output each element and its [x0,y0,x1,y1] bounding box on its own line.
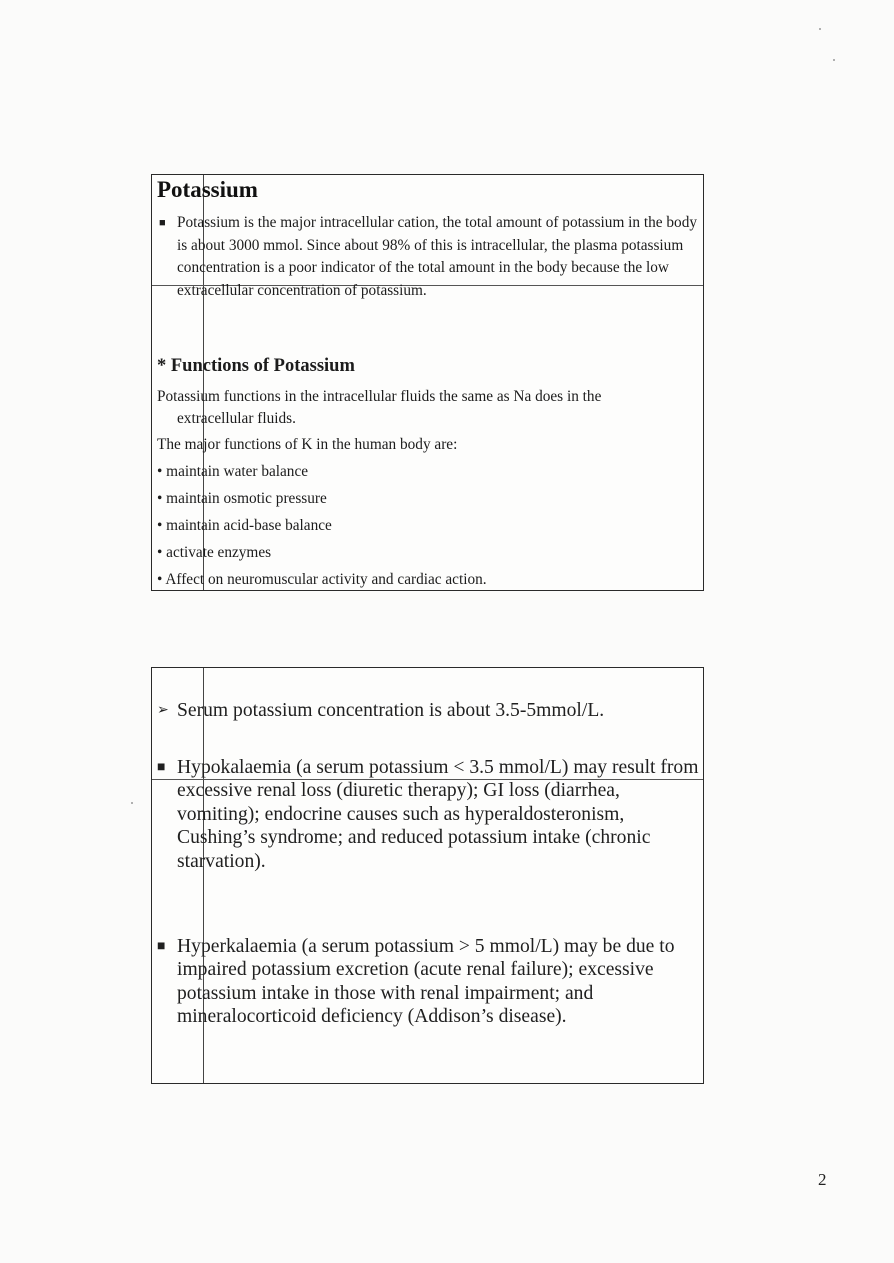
hyperkalaemia-paragraph [157,935,702,1029]
hypokalaemia-paragraph [157,756,702,873]
hyperkalaemia-text: Hyperkalaemia (a serum potassium > 5 mmol/L) may be due to impaired potassium excretion (acute renal failure); excessive potassium intake in those with renal impairment; and mineralocorticoid deficiency (Addison’s disease). [177,936,675,1028]
list-item: • maintain water balance [157,463,309,480]
square-bullet-icon: ■ [157,939,166,954]
intro-text: Potassium is the major intracellular cation, the total amount of potassium in the body is about 3000 mmol. Since about 98% of this is intracellular, the plasma potassium concentration is a poor indicator of the total amount in the body because the low extracellular concentration of potassium. [177,214,697,299]
slide-title: Potassium [157,177,258,202]
scan-speck [833,59,835,61]
serum-text: Serum potassium concentration is about 3.5-5mmol/L. [177,700,605,721]
list-item: • maintain osmotic pressure [157,490,327,507]
intro-paragraph [159,212,699,302]
square-bullet-icon: ■ [157,760,166,775]
major-functions-intro: The major functions of K in the human body are: [157,436,458,453]
scan-speck [819,28,821,30]
serum-paragraph [157,699,702,722]
functions-heading: * Functions of Potassium [157,356,355,376]
list-item: • maintain acid-base balance [157,517,332,534]
hypokalaemia-text: Hypokalaemia (a serum potassium < 3.5 mmol/L) may result from excessive renal loss (diuretic therapy); GI loss (diarrhea, vomiting); endocrine causes such as hyperaldosteronism, Cushing’s syndrome; and reduced potassium intake (chronic starvation). [177,757,699,872]
arrow-bullet-icon: ➢ [157,703,169,718]
page-number: 2 [818,1170,827,1189]
list-item: • Affect on neuromuscular activity and cardiac action. [157,571,487,588]
slide-serum-potassium [151,667,704,1084]
slide-potassium [151,174,704,591]
functions-intro-cont: extracellular fluids. [177,410,296,427]
square-bullet-icon: ■ [159,217,166,229]
list-item: • activate enzymes [157,544,272,561]
functions-intro: Potassium functions in the intracellular fluids the same as Na does in the [157,388,602,405]
scan-speck [131,802,133,804]
